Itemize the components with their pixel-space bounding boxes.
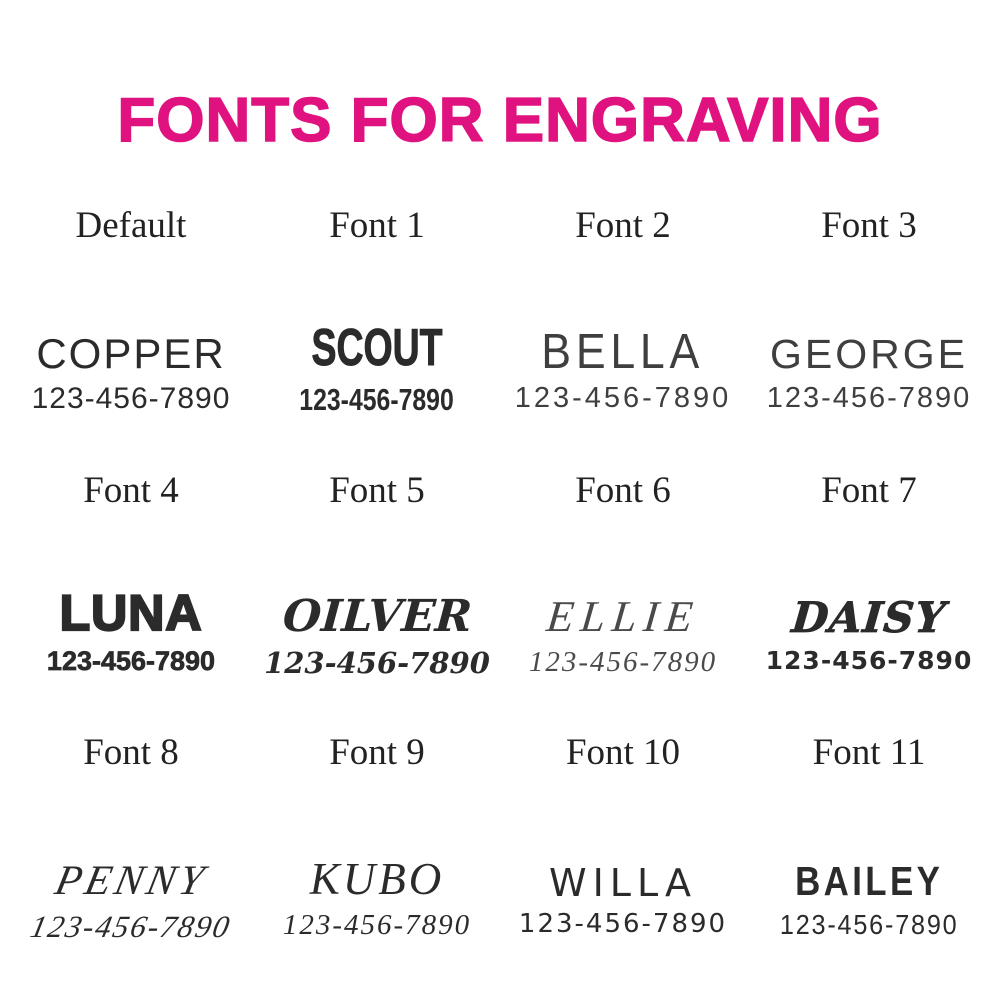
font-card-4 (8, 470, 254, 681)
font-number: 123-456-7890 (765, 646, 973, 676)
font-sample: GEORGE (770, 330, 968, 377)
font-sample: LUNA (59, 585, 203, 642)
font-label: Font 11 (812, 732, 926, 774)
font-sample: COPPER (36, 329, 226, 377)
font-sample: OILVER (280, 591, 474, 643)
font-label: Font 7 (821, 469, 917, 511)
font-label: Font 1 (329, 205, 425, 247)
font-number: 123-456-7890 (514, 381, 732, 414)
font-sample: BELLA (541, 322, 705, 378)
font-card-6 (500, 470, 746, 681)
font-label: Font 6 (575, 469, 671, 511)
font-card-2 (500, 205, 746, 418)
font-card-default (8, 205, 254, 418)
font-label: Default (75, 205, 187, 247)
font-grid (0, 205, 1000, 945)
font-sample: BAILEY (794, 857, 944, 904)
font-sample: WILLA (549, 860, 697, 905)
font-number: 123-456-7890 (282, 908, 472, 941)
page-title: FONTS FOR ENGRAVING (117, 86, 883, 155)
font-number: 123-456-7890 (31, 381, 231, 415)
font-number: 123-456-7890 (27, 908, 235, 944)
font-number: 123-456-7890 (766, 381, 972, 414)
font-number: 123-456-7890 (299, 381, 455, 417)
font-card-9 (254, 732, 500, 945)
font-card-1 (254, 205, 500, 418)
font-card-8 (8, 732, 254, 945)
font-sample: SCOUT (311, 318, 443, 377)
font-card-5 (254, 470, 500, 681)
font-label: Font 8 (83, 732, 179, 774)
font-sample: KUBO (309, 853, 445, 904)
font-card-10 (500, 732, 746, 945)
font-sample: PENNY (50, 857, 212, 904)
font-label: Font 2 (575, 205, 671, 247)
font-number: 123-456-7890 (46, 646, 216, 677)
font-label: Font 5 (329, 469, 425, 511)
font-sample: DAISY (789, 593, 949, 643)
font-label: Font 3 (821, 205, 917, 247)
font-label: Font 9 (329, 732, 425, 774)
font-number: 123-456-7890 (518, 908, 728, 939)
font-number: 123-456-7890 (779, 908, 959, 940)
font-label: Font 4 (83, 469, 179, 511)
font-label: Font 10 (565, 732, 681, 774)
font-number: 123-456-7890 (528, 646, 718, 679)
font-sample: ELLIE (544, 592, 702, 642)
font-card-7 (746, 470, 992, 681)
font-card-3 (746, 205, 992, 418)
font-number: 123-456-7890 (264, 646, 490, 681)
font-card-11 (746, 732, 992, 945)
